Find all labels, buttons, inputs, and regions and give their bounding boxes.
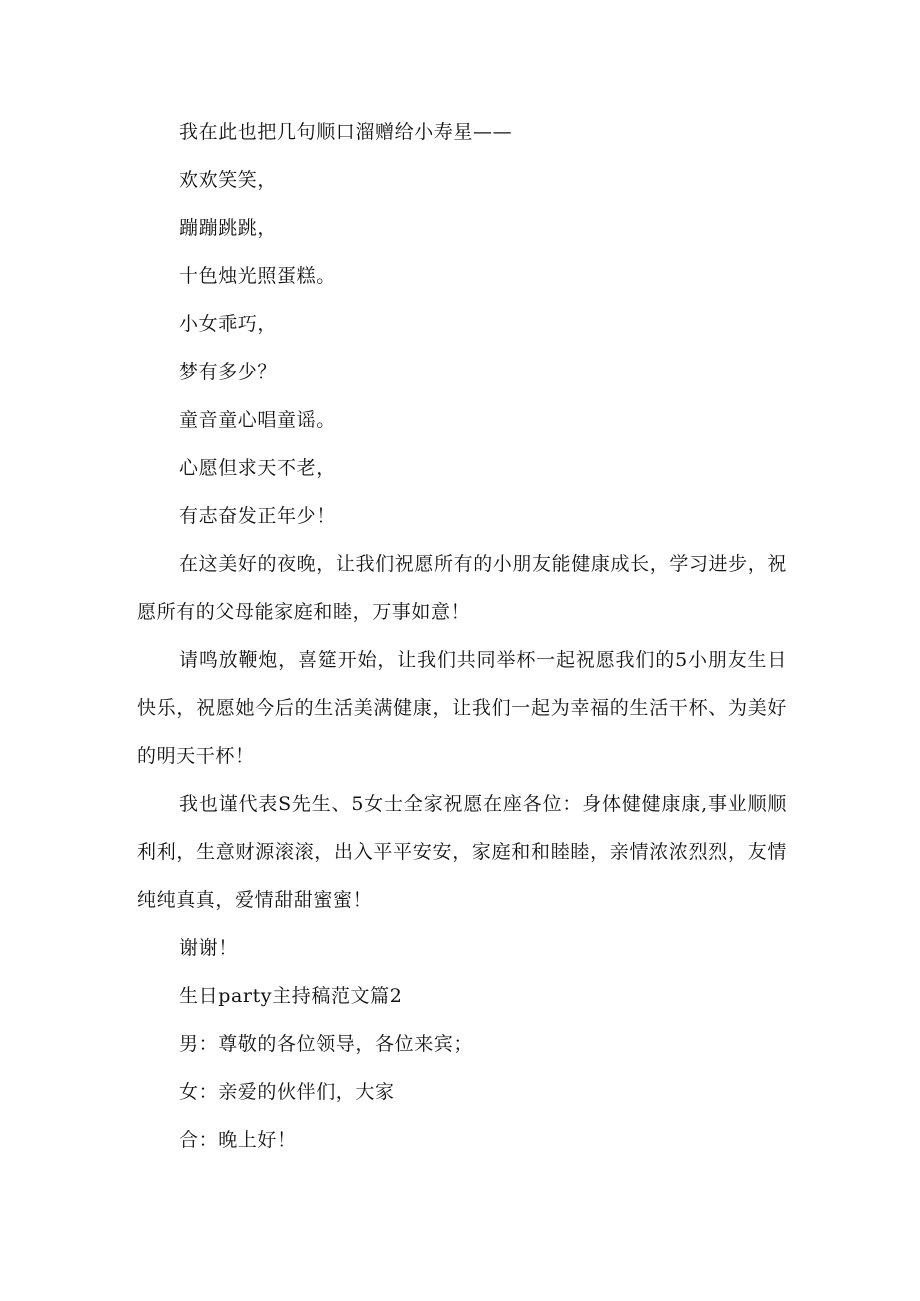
paragraph-poem-line-3: 十色烛光照蛋糕。 (179, 265, 336, 287)
paragraph-male-host: 男：尊敬的各位领导，各位来宾； (179, 1033, 474, 1055)
paragraph-poem-line-7: 心愿但求天不老， (179, 457, 336, 479)
paragraph-thanks: 谢谢！ (179, 937, 238, 959)
paragraph-blessing-evening: 在这美好的夜晚，让我们祝愿所有的小朋友能健康成长，学习进步，祝愿所有的父母能家庭和睦，万事如意！ (137, 553, 787, 623)
paragraph-female-host: 女：亲爱的伙伴们，大家 (179, 1081, 395, 1103)
paragraph-poem-line-5: 梦有多少？ (179, 361, 278, 383)
paragraph-poem-intro: 我在此也把几句顺口溜赠给小寿星—— (179, 121, 513, 143)
paragraph-poem-line-4: 小女乖巧， (179, 313, 278, 335)
paragraph-poem-line-8: 有志奋发正年少！ (179, 505, 336, 527)
section-heading: 生日party主持稿范文篇2 (179, 985, 403, 1007)
document-body (137, 108, 787, 1164)
paragraph-poem-line-6: 童音童心唱童谣。 (179, 409, 336, 431)
paragraph-poem-line-2: 蹦蹦跳跳， (179, 217, 278, 239)
paragraph-family-blessing: 我也谨代表S先生、5女士全家祝愿在座各位：身体健健康康,事业顺顺利利，生意财源滚滚，出入平平安安，家庭和和睦睦，亲情浓浓烈烈，友情纯纯真真，爱情甜甜蜜蜜！ (137, 793, 787, 911)
paragraph-toast: 请鸣放鞭炮，喜筵开始，让我们共同举杯一起祝愿我们的5小朋友生日快乐，祝愿她今后的生活美满健康，让我们一起为幸福的生活干杯、为美好的明天干杯！ (137, 649, 787, 767)
paragraph-poem-line-1: 欢欢笑笑， (179, 169, 278, 191)
paragraph-together: 合：晚上好！ (179, 1129, 297, 1151)
